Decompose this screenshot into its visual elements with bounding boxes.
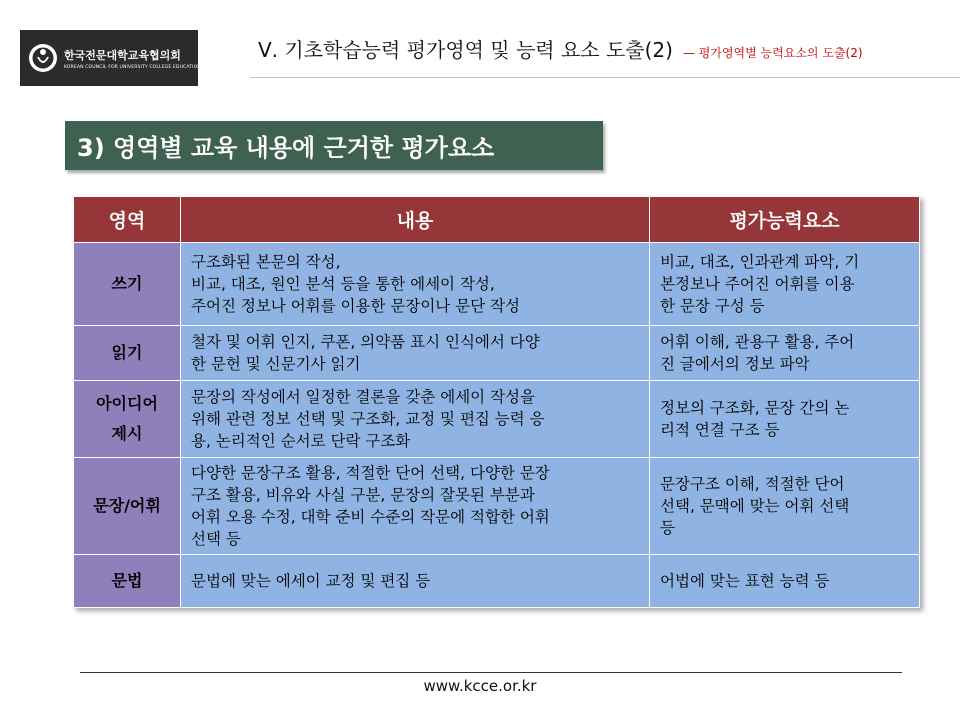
footer-divider xyxy=(80,672,902,673)
area-label: 문장/어휘 xyxy=(93,496,161,515)
area-label: 문법 xyxy=(111,571,143,590)
content-line: 한 문헌 및 신문기사 읽기 xyxy=(191,355,361,373)
org-logo xyxy=(20,30,201,86)
slide-subtitle: — 평가영역별 능력요소의 도출(2) xyxy=(682,46,863,60)
content-line: 용, 논리적인 순서로 단락 구조화 xyxy=(191,432,411,450)
table-row xyxy=(74,326,920,381)
org-name-english: KOREAN COUNCIL FOR UNIVERSITY COLLEGE EDUCATION xyxy=(64,64,201,70)
content-cell xyxy=(181,243,650,326)
element-line: 어법에 맞는 표현 능력 등 xyxy=(660,572,830,590)
content-line: 어휘 오용 수정, 대학 준비 수준의 작문에 적합한 어휘 xyxy=(191,508,550,526)
table-row xyxy=(74,458,920,555)
element-line: 어휘 이해, 관용구 활용, 주어 xyxy=(660,333,855,351)
table-row xyxy=(74,555,920,608)
area-cell xyxy=(74,243,181,326)
content-line: 위해 관련 정보 선택 및 구조화, 교정 및 편집 능력 응 xyxy=(191,410,545,428)
footer-website-link[interactable]: www.kcce.or.kr xyxy=(423,677,537,695)
area-label: 제시 xyxy=(111,424,143,443)
element-line: 한 문장 구성 등 xyxy=(660,297,765,315)
content-line: 다양한 문장구조 활용, 적절한 단어 선택, 다양한 문장 xyxy=(191,464,550,482)
element-line: 선택, 문맥에 맞는 어휘 선택 xyxy=(660,497,850,515)
council-emblem-icon xyxy=(28,43,58,73)
section-banner xyxy=(65,121,603,170)
element-cell xyxy=(650,243,920,326)
area-cell xyxy=(74,458,181,555)
area-label: 쓰기 xyxy=(111,274,143,293)
element-line: 본정보나 주어진 어휘를 이용 xyxy=(660,275,855,293)
section-title: 3) 영역별 교육 내용에 근거한 평가요소 xyxy=(77,134,495,162)
org-name-korean: 한국전문대학교육협의회 xyxy=(64,48,181,62)
table-row xyxy=(74,381,920,458)
header-content: 내용 xyxy=(181,197,650,243)
slide-header xyxy=(258,34,863,63)
content-line: 비교, 대조, 원인 분석 등을 통한 에세이 작성, xyxy=(191,275,495,293)
header-elements: 평가능력요소 xyxy=(650,197,920,243)
content-line: 구조 활용, 비유와 사실 구분, 문장의 잘못된 부분과 xyxy=(191,486,535,504)
header-area: 영역 xyxy=(74,197,181,243)
element-line: 진 글에서의 정보 파악 xyxy=(660,355,810,373)
area-label: 읽기 xyxy=(111,343,143,362)
content-line: 문장의 작성에서 일정한 결론을 갖춘 에세이 작성을 xyxy=(191,388,535,406)
content-line: 문법에 맞는 에세이 교정 및 편집 등 xyxy=(191,572,431,590)
element-line: 리적 연결 구조 등 xyxy=(660,421,780,439)
element-line: 비교, 대조, 인과관계 파악, 기 xyxy=(660,253,860,271)
element-line: 등 xyxy=(660,519,675,537)
evaluation-table xyxy=(73,196,920,608)
content-line: 구조화된 본문의 작성, xyxy=(191,253,341,271)
header-divider xyxy=(250,77,960,78)
area-cell xyxy=(74,326,181,381)
content-cell xyxy=(181,381,650,458)
content-line: 철자 및 어휘 인지, 쿠폰, 의약품 표시 인식에서 다양 xyxy=(191,333,540,351)
content-cell xyxy=(181,458,650,555)
element-cell xyxy=(650,381,920,458)
table-row xyxy=(74,243,920,326)
content-line: 주어진 정보나 어휘를 이용한 문장이나 문단 작성 xyxy=(191,297,521,315)
element-line: 문장구조 이해, 적절한 단어 xyxy=(660,475,845,493)
element-line: 정보의 구조화, 문장 간의 논 xyxy=(660,399,850,417)
area-cell xyxy=(74,555,181,608)
slide-title: Ⅴ. 기초학습능력 평가영역 및 능력 요소 도출(2) xyxy=(258,38,673,62)
content-line: 선택 등 xyxy=(191,530,241,548)
element-cell xyxy=(650,326,920,381)
element-cell xyxy=(650,458,920,555)
area-cell xyxy=(74,381,181,458)
table-header-row xyxy=(74,197,920,243)
content-cell xyxy=(181,555,650,608)
content-cell xyxy=(181,326,650,381)
area-label: 아이디어 xyxy=(96,394,158,413)
element-cell xyxy=(650,555,920,608)
